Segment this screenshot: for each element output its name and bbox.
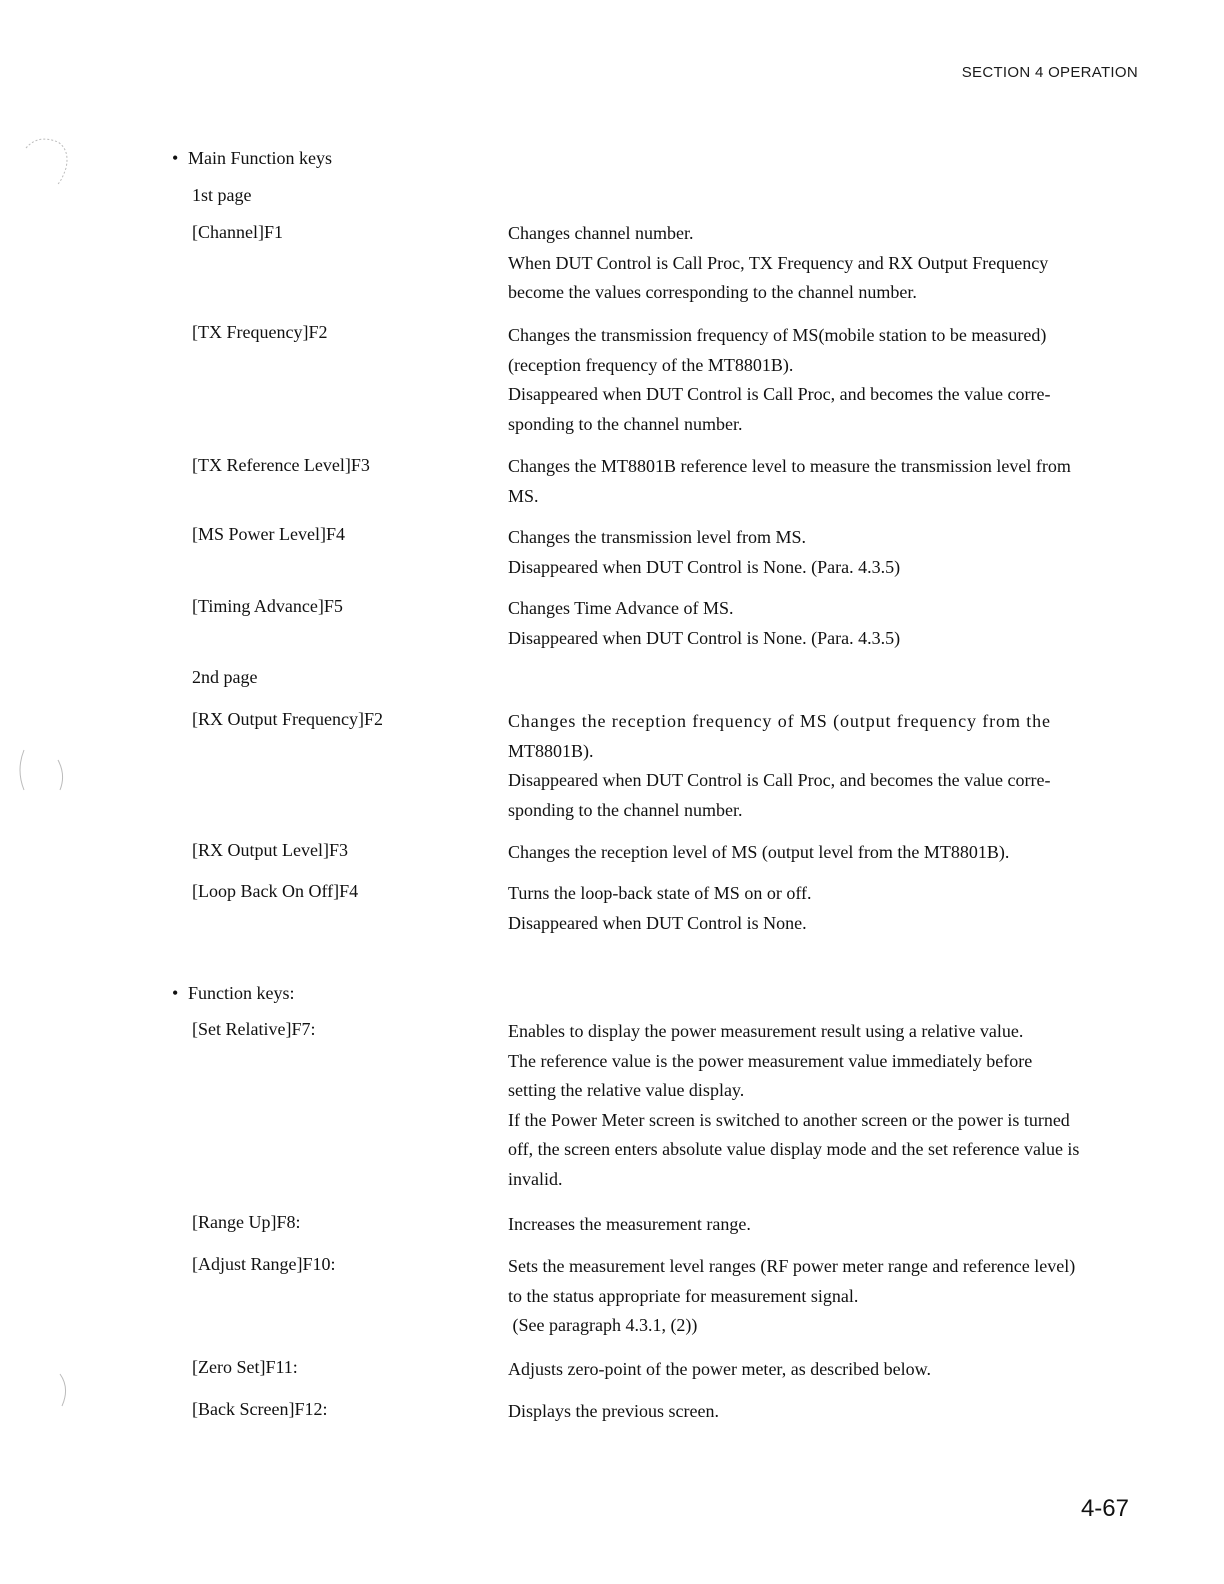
desc-line: off, the screen enters absolute value display mode and the set reference value is bbox=[508, 1139, 1080, 1159]
desc-line: Changes the transmission level from MS. bbox=[508, 527, 806, 547]
desc-adjust-range bbox=[508, 1252, 1140, 1341]
desc-line: sponding to the channel number. bbox=[508, 799, 743, 820]
desc-set-relative bbox=[508, 1017, 1140, 1194]
desc-line: Disappeared when DUT Control is None. bbox=[508, 912, 807, 933]
desc-back-screen bbox=[508, 1397, 1140, 1427]
desc-tx-frequency bbox=[508, 321, 1140, 439]
page2-label: 2nd page bbox=[192, 667, 258, 687]
desc-line: Disappeared when DUT Control is Call Proc, and becomes the value corre- bbox=[508, 384, 1051, 404]
desc-tx-reference-level bbox=[508, 452, 1140, 511]
page1-label: 1st page bbox=[192, 185, 252, 205]
desc-line: Changes the reception frequency of MS (output frequency from the bbox=[508, 711, 1051, 731]
desc-loop-back bbox=[508, 879, 1140, 938]
key-channel: [Channel]F1 bbox=[192, 222, 283, 242]
bullet-icon: • bbox=[172, 983, 179, 1003]
desc-line: Changes the reception level of MS (output level from the MT8801B). bbox=[508, 842, 1010, 862]
key-back-screen: [Back Screen]F12: bbox=[192, 1399, 328, 1419]
desc-line: Disappeared when DUT Control is Call Proc, and becomes the value corre- bbox=[508, 770, 1051, 790]
key-tx-frequency: [TX Frequency]F2 bbox=[192, 322, 328, 342]
main-keys-title: Main Function keys bbox=[188, 148, 332, 168]
desc-line: Sets the measurement level ranges (RF power meter range and reference level) bbox=[508, 1256, 1076, 1276]
scan-artifact-mark bbox=[52, 1370, 82, 1410]
desc-rx-output-level bbox=[508, 838, 1140, 868]
desc-line: setting the relative value display. bbox=[508, 1080, 745, 1100]
key-rx-output-frequency: [RX Output Frequency]F2 bbox=[192, 709, 383, 729]
desc-line: The reference value is the power measurement value immediately before bbox=[508, 1050, 1033, 1071]
scan-artifact-mark bbox=[14, 740, 74, 800]
key-ms-power-level: [MS Power Level]F4 bbox=[192, 524, 345, 544]
desc-line: Disappeared when DUT Control is None. (Para. 4.3.5) bbox=[508, 556, 901, 577]
key-timing-advance: [Timing Advance]F5 bbox=[192, 596, 343, 616]
section-header: SECTION 4 OPERATION bbox=[961, 64, 1138, 81]
key-tx-reference-level: [TX Reference Level]F3 bbox=[192, 455, 370, 475]
desc-rx-output-frequency bbox=[508, 707, 1140, 825]
desc-line: Turns the loop-back state of MS on or off. bbox=[508, 883, 812, 903]
bullet-icon: • bbox=[172, 148, 179, 168]
desc-line: invalid. bbox=[508, 1168, 563, 1189]
desc-line: (See paragraph 4.3.1, (2)) bbox=[508, 1315, 698, 1335]
key-zero-set: [Zero Set]F11: bbox=[192, 1357, 298, 1377]
desc-line: When DUT Control is Call Proc, TX Frequency and RX Output Frequency bbox=[508, 252, 1049, 273]
desc-line: to the status appropriate for measurement signal. bbox=[508, 1285, 859, 1306]
scan-artifact-mark bbox=[18, 128, 88, 188]
key-rx-output-level: [RX Output Level]F3 bbox=[192, 840, 348, 860]
desc-line: (reception frequency of the MT8801B). bbox=[508, 354, 794, 375]
desc-ms-power-level bbox=[508, 523, 1140, 582]
desc-line: MS. bbox=[508, 485, 539, 506]
desc-line: sponding to the channel number. bbox=[508, 413, 743, 434]
function-keys-title: Function keys: bbox=[188, 983, 295, 1003]
desc-zero-set bbox=[508, 1355, 1140, 1385]
desc-line: Changes Time Advance of MS. bbox=[508, 598, 734, 618]
desc-line: If the Power Meter screen is switched to another screen or the power is turned bbox=[508, 1109, 1070, 1130]
desc-channel bbox=[508, 219, 1140, 308]
key-set-relative: [Set Relative]F7: bbox=[192, 1019, 316, 1039]
desc-timing-advance bbox=[508, 594, 1140, 653]
desc-line: Changes the transmission frequency of MS(mobile station to be measured) bbox=[508, 325, 1047, 345]
desc-line: become the values corresponding to the channel number. bbox=[508, 282, 917, 302]
desc-line: Enables to display the power measurement result using a relative value. bbox=[508, 1021, 1024, 1041]
desc-line: Disappeared when DUT Control is None. (Para. 4.3.5) bbox=[508, 627, 901, 648]
desc-line: MT8801B). bbox=[508, 740, 594, 761]
desc-line: Increases the measurement range. bbox=[508, 1214, 751, 1234]
function-keys-heading bbox=[172, 983, 295, 1004]
key-loop-back: [Loop Back On Off]F4 bbox=[192, 881, 359, 901]
page-number: 4-67 bbox=[1080, 1495, 1129, 1522]
main-keys-heading bbox=[172, 148, 332, 169]
key-range-up: [Range Up]F8: bbox=[192, 1212, 301, 1232]
desc-range-up bbox=[508, 1210, 1140, 1240]
desc-line: Changes channel number. bbox=[508, 223, 694, 243]
desc-line: Adjusts zero-point of the power meter, as described below. bbox=[508, 1359, 931, 1379]
desc-line: Changes the MT8801B reference level to measure the transmission level from bbox=[508, 456, 1071, 476]
key-adjust-range: [Adjust Range]F10: bbox=[192, 1254, 336, 1274]
desc-line: Displays the previous screen. bbox=[508, 1401, 719, 1421]
